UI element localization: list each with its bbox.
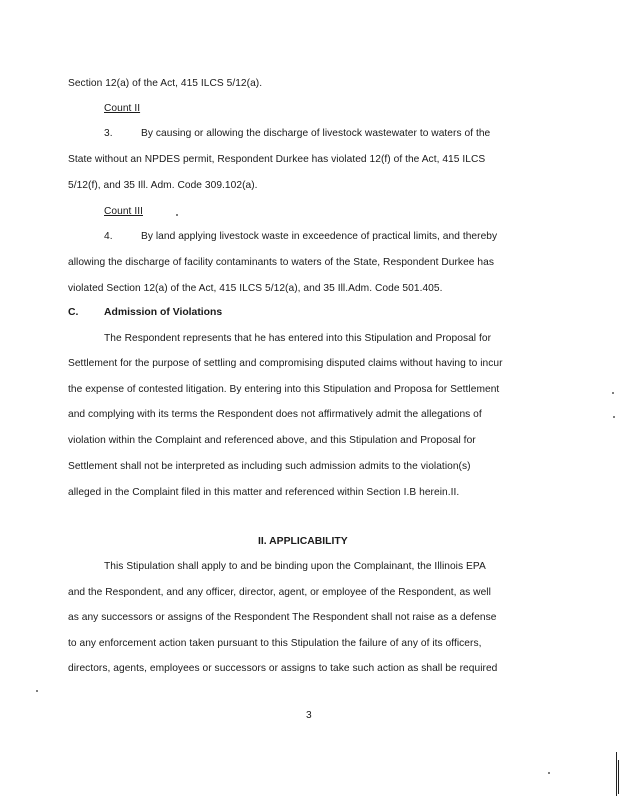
paragraph-3-line-1: By causing or allowing the discharge of livestock wastewater to waters of the bbox=[141, 128, 491, 139]
section-c-line-4: and complying with its terms the Respondent does not affirmatively admit the allegations of bbox=[68, 409, 482, 420]
applicability-line-2: and the Respondent, and any officer, director, agent, or employee of the Respondent, as well bbox=[68, 587, 491, 598]
section-ii-title: II. APPLICABILITY bbox=[258, 536, 348, 547]
scan-speck bbox=[36, 690, 38, 692]
scan-edge-mark bbox=[616, 752, 617, 796]
section-c-line-7: alleged in the Complaint filed in this matter and referenced within Section I.B herein.II. bbox=[68, 487, 460, 498]
applicability-line-4: to any enforcement action taken pursuant to this Stipulation the failure of any of its officers, bbox=[68, 638, 482, 649]
paragraph-4-line-1: By land applying livestock waste in exceedence of practical limits, and thereby bbox=[141, 231, 498, 242]
scan-speck bbox=[612, 392, 614, 394]
paragraph-3-line-3: 5/12(f), and 35 Ill. Adm. Code 309.102(a). bbox=[68, 180, 258, 191]
paragraph-4-line-3: violated Section 12(a) of the Act, 415 ILCS 5/12(a), and 35 Ill.Adm. Code 501.405. bbox=[68, 283, 443, 294]
section-c-title: Admission of Violations bbox=[104, 307, 223, 318]
applicability-line-1: This Stipulation shall apply to and be binding upon the Complainant, the Illinois EPA bbox=[104, 561, 486, 572]
paragraph-3-line-2: State without an NPDES permit, Respondent Durkee has violated 12(f) of the Act, 415 ILCS bbox=[68, 154, 486, 165]
applicability-line-3: as any successors or assigns of the Respondent The Respondent shall not raise as a defense bbox=[68, 612, 497, 623]
scan-speck bbox=[613, 416, 615, 418]
count-iii-heading: Count III bbox=[104, 206, 143, 217]
continuation-line: Section 12(a) of the Act, 415 ILCS 5/12(a). bbox=[68, 78, 263, 89]
section-c-line-2: Settlement for the purpose of settling and compromising disputed claims without having to incur bbox=[68, 358, 503, 369]
section-c-letter: C. bbox=[68, 307, 79, 318]
page-number: 3 bbox=[306, 710, 312, 721]
scan-edge-mark bbox=[618, 760, 619, 794]
scan-speck bbox=[548, 772, 550, 774]
count-ii-heading: Count II bbox=[104, 103, 141, 114]
section-c-line-5: violation within the Complaint and referenced above, and this Stipulation and Proposal for bbox=[68, 435, 476, 446]
scan-speck bbox=[176, 214, 178, 216]
section-c-line-1: The Respondent represents that he has entered into this Stipulation and Proposal for bbox=[104, 333, 492, 344]
applicability-line-5: directors, agents, employees or successors or assigns to take such action as shall be required bbox=[68, 663, 498, 674]
section-c-line-3: the expense of contested litigation. By entering into this Stipulation and Proposa for Settlement bbox=[68, 384, 500, 395]
paragraph-3-number: 3. bbox=[104, 128, 113, 139]
section-c-line-6: Settlement shall not be interpreted as including such admission admits to the violation(s) bbox=[68, 461, 471, 472]
paragraph-4-number: 4. bbox=[104, 231, 113, 242]
paragraph-4-line-2: allowing the discharge of facility contaminants to waters of the State, Respondent Durkee has bbox=[68, 257, 494, 268]
